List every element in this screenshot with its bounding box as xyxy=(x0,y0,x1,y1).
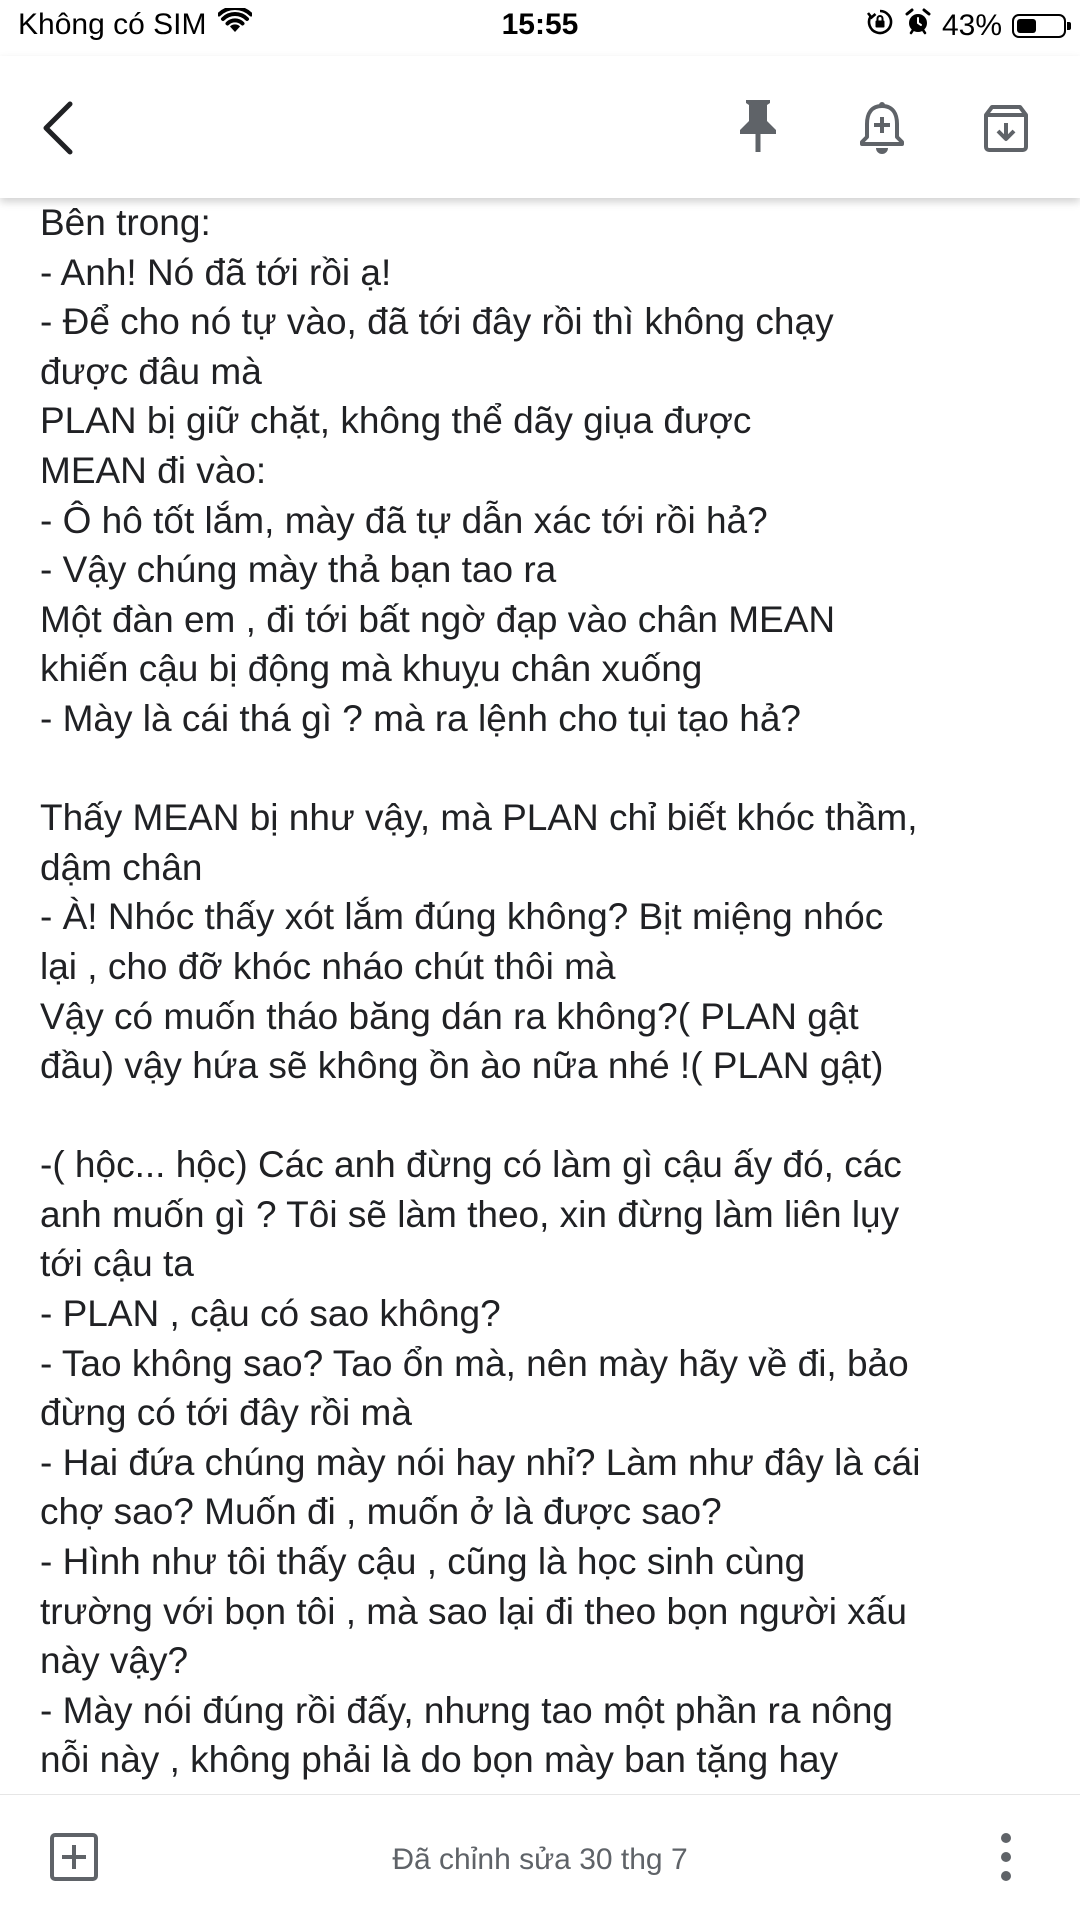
battery-tip xyxy=(1067,22,1071,30)
note-line: -( hộc... hộc) Các anh đừng có làm gì cậu ấy đó, các xyxy=(40,1144,902,1186)
note-line: Bên trong: xyxy=(40,202,211,243)
note-line: - Mày là cái thá gì ? mà ra lệnh cho tụi tạo hả? xyxy=(40,697,801,739)
note-line: Thấy MEAN bị như vậy, mà PLAN chỉ biết khóc thầm, xyxy=(40,797,918,839)
bottom-toolbar xyxy=(0,1794,1080,1920)
status-time: 15:55 xyxy=(501,8,579,41)
note-line: - Vậy chúng mày thả bạn tao ra xyxy=(40,549,557,591)
pin-icon xyxy=(735,97,781,155)
archive-icon xyxy=(981,103,1031,153)
note-line: - Hai đứa chúng mày nói hay nhỉ? Làm như đây là cái xyxy=(40,1441,921,1483)
battery-percent: 43% xyxy=(941,9,1002,42)
note-line: - Ô hô tốt lắm, mày đã tự dẫn xác tới rồi hả? xyxy=(40,499,768,541)
reminder-bell-icon xyxy=(857,100,907,156)
note-line: - Để cho nó tự vào, đã tới đây rồi thì không chạy xyxy=(40,301,834,343)
note-line: đầu) vậy hứa sẽ không ồn ào nữa nhé !( PLAN gật) xyxy=(40,1045,884,1087)
note-line: dậm chân xyxy=(40,846,203,888)
more-vert-icon xyxy=(996,1832,1016,1882)
battery-icon xyxy=(1012,14,1066,38)
carrier-label: Không có SIM xyxy=(18,8,207,41)
note-line: - À! Nhóc thấy xót lắm đúng không? Bịt miệng nhóc xyxy=(40,896,884,938)
status-right xyxy=(866,8,1066,44)
note-line: được đâu mà xyxy=(40,350,262,392)
note-line: - PLAN , cậu có sao không? xyxy=(40,1293,501,1335)
back-icon xyxy=(36,100,80,156)
note-line: - Hình như tôi thấy cậu , cũng là học sinh cùng xyxy=(40,1541,806,1583)
note-line: tới cậu ta xyxy=(40,1243,194,1285)
orientation-lock-icon xyxy=(866,8,894,44)
back-button[interactable] xyxy=(18,88,98,168)
more-options-button[interactable] xyxy=(966,1817,1046,1897)
note-line: PLAN bị giữ chặt, không thể dãy giụa được xyxy=(40,400,752,442)
note-line: anh muốn gì ? Tôi sẽ làm theo, xin đừng làm liên lụy xyxy=(40,1193,900,1235)
note-line: MEAN đi vào: xyxy=(40,449,267,491)
note-toolbar xyxy=(0,56,1080,198)
note-line: khiến cậu bị động mà khuỵu chân xuống xyxy=(40,648,703,690)
note-line: này vậy? xyxy=(40,1640,189,1682)
reminder-button[interactable] xyxy=(842,88,922,168)
note-line: nỗi này , không phải là do bọn mày ban tặng hay xyxy=(40,1739,839,1781)
note-blank-line xyxy=(40,744,1050,794)
note-line: - Mày nói đúng rồi đấy, nhưng tao một phần ra nông xyxy=(40,1689,894,1731)
note-line: Vậy có muốn tháo băng dán ra không?( PLAN gật xyxy=(40,995,859,1037)
archive-button[interactable] xyxy=(966,88,1046,168)
pin-button[interactable] xyxy=(718,86,798,166)
note-line: đừng có tới đây rồi mà xyxy=(40,1392,412,1434)
note-line: chợ sao? Muốn đi , muốn ở là được sao? xyxy=(40,1491,722,1533)
note-line: trường với bọn tôi , mà sao lại đi theo bọn người xấu xyxy=(40,1590,907,1632)
note-blank-line xyxy=(40,1091,1050,1141)
edited-timestamp: Đã chỉnh sửa 30 thg 7 xyxy=(392,1843,688,1876)
battery-level-fill xyxy=(1017,19,1036,33)
alarm-icon xyxy=(904,8,932,44)
note-line: - Anh! Nó đã tới rồi ạ! xyxy=(40,251,392,293)
note-line: Một đàn em , đi tới bất ngờ đạp vào chân MEAN xyxy=(40,598,836,640)
note-body[interactable] xyxy=(40,198,1050,1798)
note-line: lại , cho đỡ khóc nháo chút thôi mà xyxy=(40,945,616,987)
status-bar xyxy=(0,0,1080,56)
note-line: - Tao không sao? Tao ổn mà, nên mày hãy về đi, bảo xyxy=(40,1342,909,1384)
